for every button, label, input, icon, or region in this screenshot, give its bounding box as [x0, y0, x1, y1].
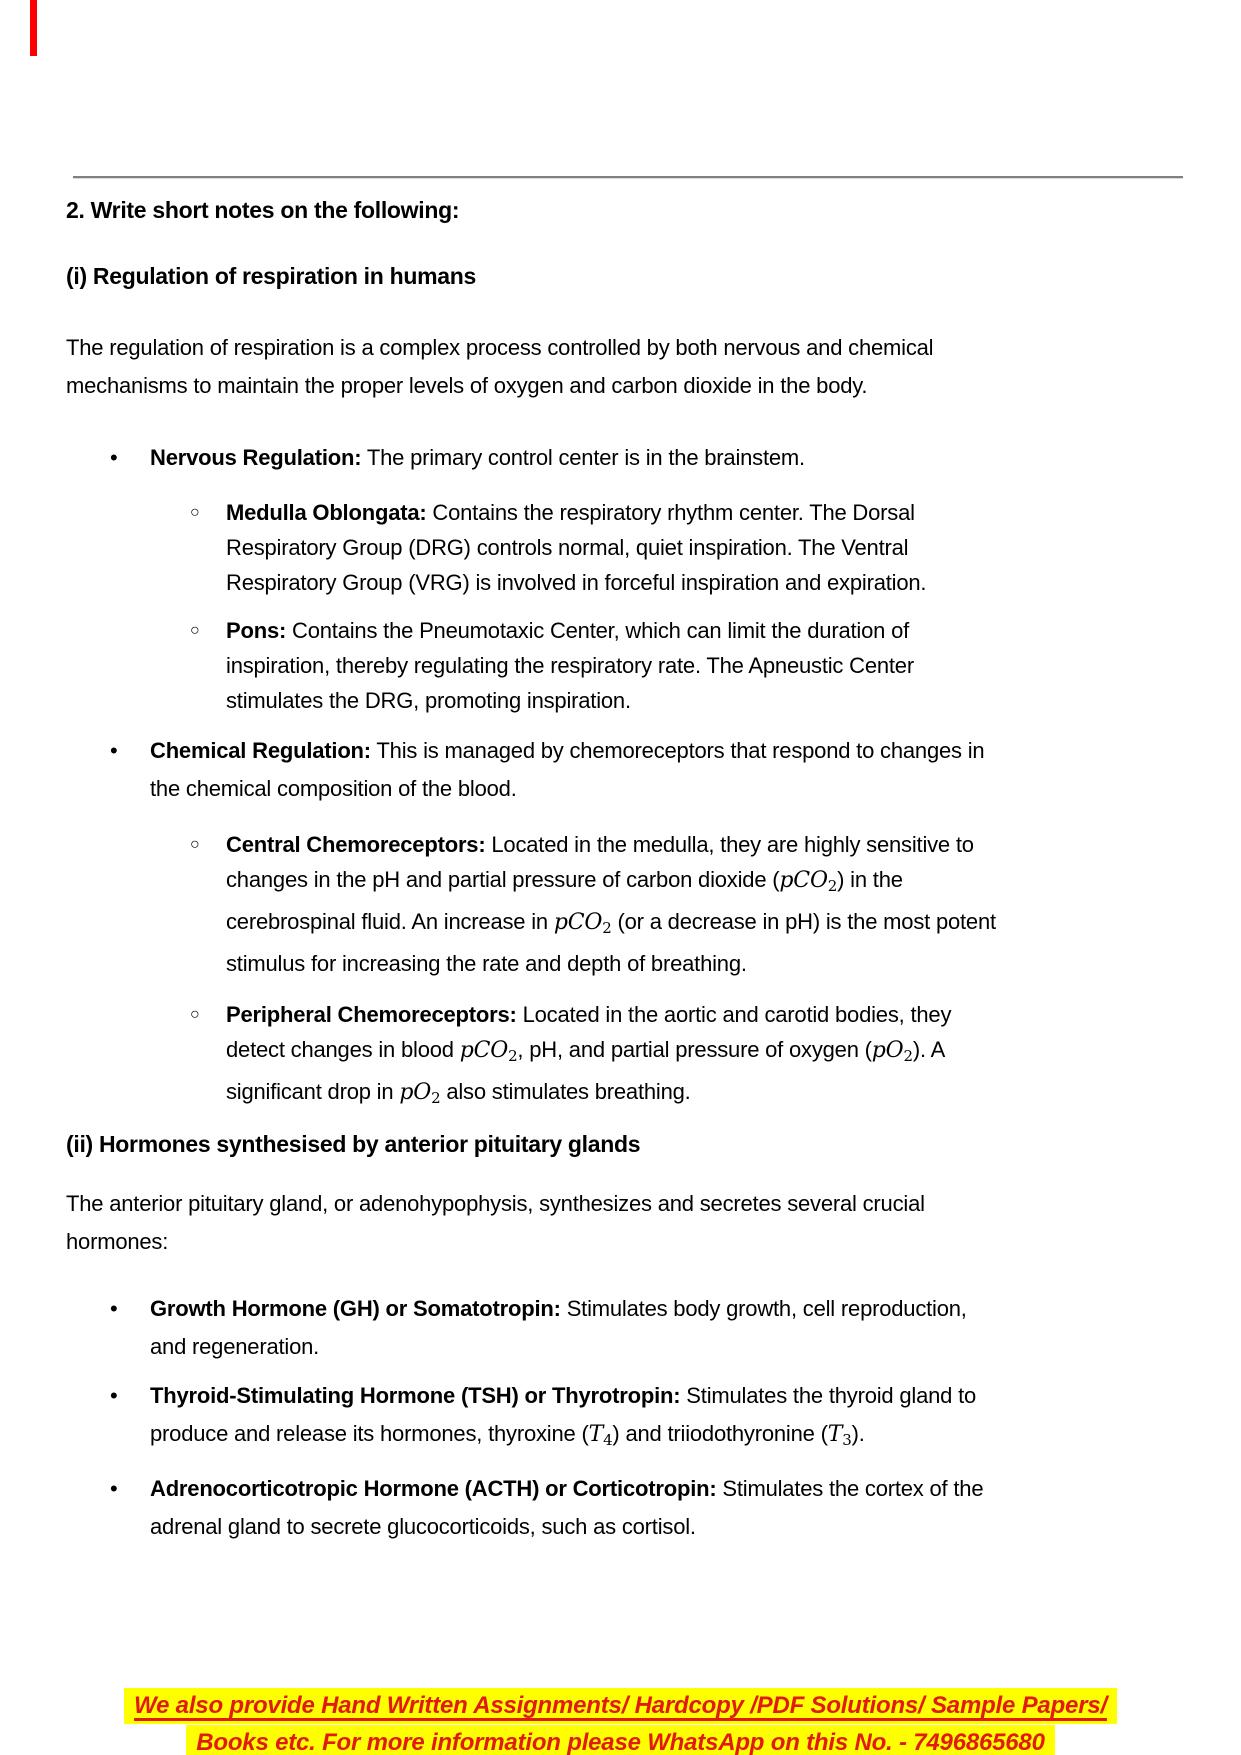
- text-line: Thyroid-Stimulating Hormone (TSH) or Thyrotropin: Stimulates the thyroid gland to: [150, 1383, 977, 1408]
- promo-footer-row: [0, 1725, 1241, 1755]
- promo-footer-row: [0, 1688, 1241, 1724]
- bullet-growth-hormone: [66, 1290, 1183, 1366]
- text-line: hormones:: [66, 1229, 169, 1254]
- circle-bullet-icon: ○: [190, 836, 200, 853]
- text-line: stimulus for increasing the rate and depth of breathing.: [226, 951, 747, 976]
- bullet-dot-icon: •: [110, 1296, 118, 1321]
- bullet-adrenocorticotropic-hormone: [66, 1470, 1183, 1546]
- document-body: [66, 195, 1183, 1546]
- text-line: significant drop in pO2 also stimulates breathing.: [226, 1079, 691, 1107]
- red-margin-mark: [30, 0, 37, 56]
- bullet-nervous-regulation: [66, 439, 1183, 477]
- bullet-text: [150, 1290, 1183, 1366]
- section-i-intro-paragraph: [66, 329, 1183, 405]
- question-heading: 2. Write short notes on the following:: [66, 197, 460, 223]
- bullet-text: [150, 1377, 1183, 1459]
- text-line: Respiratory Group (VRG) is involved in forceful inspiration and expiration.: [226, 570, 927, 595]
- text-line: The anterior pituitary gland, or adenohypophysis, synthesizes and secretes several crucial: [66, 1191, 925, 1216]
- bullet-text: [226, 997, 1183, 1116]
- bullet-chemical-regulation: [66, 732, 1183, 808]
- text-line: Adrenocorticotropic Hormone (ACTH) or Corticotropin: Stimulates the cortex of the: [150, 1476, 984, 1501]
- bullet-text: [226, 613, 1183, 718]
- bullet-dot-icon: •: [110, 738, 118, 763]
- section-ii-heading: (ii) Hormones synthesised by anterior pituitary glands: [66, 1131, 641, 1157]
- bullet-text: [150, 732, 1183, 808]
- promo-line-2: Books etc. For more information please WhatsApp on this No. - 7496865680: [186, 1725, 1054, 1755]
- section-ii-intro-paragraph: [66, 1185, 1183, 1261]
- circle-bullet-icon: ○: [190, 622, 200, 639]
- text-line: stimulates the DRG, promoting inspiration.: [226, 688, 631, 713]
- text-line: cerebrospinal fluid. An increase in pCO2 (or a decrease in pH) is the most potent: [226, 909, 996, 937]
- sub-bullet-pons: [66, 613, 1183, 718]
- text-line: changes in the pH and partial pressure of carbon dioxide (pCO2) in the: [226, 867, 903, 895]
- text-line: Respiratory Group (DRG) controls normal, quiet inspiration. The Ventral: [226, 535, 909, 560]
- text-line: Medulla Oblongata: Contains the respiratory rhythm center. The Dorsal: [226, 500, 915, 525]
- text-line: Peripheral Chemoreceptors: Located in the aortic and carotid bodies, they: [226, 1002, 952, 1027]
- text-line: the chemical composition of the blood.: [150, 776, 517, 801]
- header-rule: [73, 176, 1183, 179]
- text-line: Nervous Regulation: The primary control center is in the brainstem.: [150, 445, 805, 470]
- text-line: adrenal gland to secrete glucocorticoids, such as cortisol.: [150, 1514, 696, 1539]
- text-line: Chemical Regulation: This is managed by chemoreceptors that respond to changes in: [150, 738, 985, 763]
- text-line: Pons: Contains the Pneumotaxic Center, which can limit the duration of: [226, 618, 910, 643]
- promo-footer: [0, 1688, 1241, 1755]
- text-line: inspiration, thereby regulating the respiratory rate. The Apneustic Center: [226, 653, 914, 678]
- bullet-text: [226, 495, 1183, 600]
- sub-bullet-medulla-oblongata: [66, 495, 1183, 600]
- bullet-dot-icon: •: [110, 1476, 118, 1501]
- bullet-text: [150, 1470, 1183, 1546]
- text-line: and regeneration.: [150, 1334, 320, 1359]
- sub-bullet-central-chemoreceptors: [66, 827, 1183, 981]
- text-line: The regulation of respiration is a complex process controlled by both nervous and chemical: [66, 335, 934, 360]
- text-line: detect changes in blood pCO2, pH, and partial pressure of oxygen (pO2). A: [226, 1037, 946, 1065]
- bullet-thyroid-stimulating-hormone: [66, 1377, 1183, 1459]
- text-line: Central Chemoreceptors: Located in the medulla, they are highly sensitive to: [226, 832, 974, 857]
- text-line: produce and release its hormones, thyroxine (T4) and triiodothyronine (T3).: [150, 1421, 865, 1449]
- bullet-dot-icon: •: [110, 445, 118, 470]
- sub-bullet-peripheral-chemoreceptors: [66, 997, 1183, 1116]
- text-line: Growth Hormone (GH) or Somatotropin: Stimulates body growth, cell reproduction,: [150, 1296, 967, 1321]
- circle-bullet-icon: ○: [190, 504, 200, 521]
- bullet-text: [226, 827, 1183, 981]
- text-line: mechanisms to maintain the proper levels of oxygen and carbon dioxide in the body.: [66, 373, 868, 398]
- bullet-dot-icon: •: [110, 1383, 118, 1408]
- top-margin: [0, 0, 1241, 176]
- section-i-heading: (i) Regulation of respiration in humans: [66, 263, 476, 289]
- bullet-text: [150, 439, 1183, 477]
- promo-line-1: We also provide Hand Written Assignments/ Hardcopy /PDF Solutions/ Sample Papers/: [124, 1688, 1117, 1724]
- circle-bullet-icon: ○: [190, 1006, 200, 1023]
